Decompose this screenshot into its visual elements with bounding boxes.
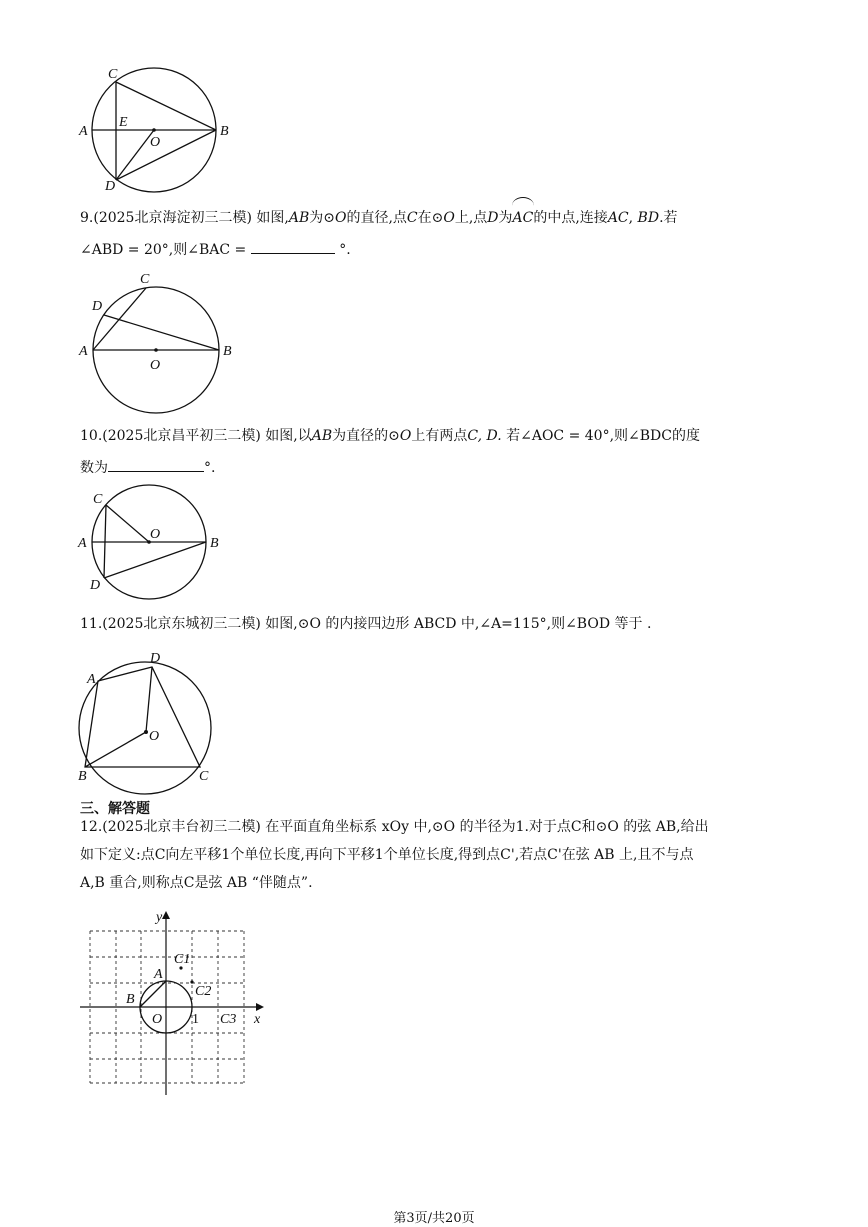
- fig12-label-one: 1: [192, 1012, 199, 1027]
- fig12-label-c2: C2: [195, 984, 212, 999]
- arc-symbol: [512, 197, 535, 206]
- fig9-label-a: A: [79, 344, 88, 359]
- q12-line-1: 12.(2025北京丰台初三二模) 在平面直角坐标系 xOy 中,⊙O 的半径为1.对于点C和⊙O 的弦 AB,给出: [80, 819, 709, 835]
- question-12: [80, 813, 792, 897]
- q12-line-3: A,B 重合,则称点C是弦 AB “伴随点”.: [80, 875, 313, 891]
- fig10-label-a: A: [78, 536, 87, 551]
- figure-q9: [76, 270, 236, 418]
- q9-line-2: ∠ABD = 20°,则∠BAC = °.: [80, 234, 792, 266]
- fig10-label-o: O: [150, 527, 161, 542]
- figure-q12-svg: [76, 905, 276, 1100]
- fig12-label-c3: C3: [220, 1012, 237, 1027]
- q10-line-1: 10.(2025北京昌平初三二模) 如图,以AB为直径的⊙O上有两点C, D. 若∠AOC = 40°,则∠BDC的度: [80, 428, 700, 444]
- fig8-label-d: D: [105, 179, 116, 194]
- question-11: [80, 608, 792, 640]
- fig9-label-b: B: [223, 344, 232, 359]
- fig9-label-o: O: [150, 358, 161, 373]
- question-10: [80, 420, 792, 484]
- fig11-label-d: D: [150, 651, 161, 666]
- figure-q11-svg: [72, 648, 222, 784]
- fig10-label-c: C: [93, 492, 103, 507]
- answer-blank-q10[interactable]: [108, 457, 204, 472]
- fig11-label-b: B: [78, 769, 87, 784]
- fig10-label-b: B: [210, 536, 219, 551]
- fig12-label-y: y: [156, 910, 163, 925]
- figure-q11: [72, 648, 222, 784]
- fig8-label-o: O: [150, 135, 161, 150]
- answer-blank-q9[interactable]: [251, 239, 335, 254]
- question-9: [80, 202, 792, 266]
- fig10-label-d: D: [90, 578, 101, 593]
- fig11-label-c: C: [199, 769, 209, 784]
- fig12-label-o: O: [152, 1012, 163, 1027]
- fig8-label-c: C: [108, 67, 118, 82]
- fig12-label-x: x: [254, 1012, 261, 1027]
- fig12-label-b: B: [126, 992, 135, 1007]
- fig9-label-c: C: [140, 272, 150, 287]
- figure-q10-svg: [76, 486, 226, 598]
- fig12-label-c1: C1: [174, 952, 191, 967]
- fig9-label-d: D: [92, 299, 103, 314]
- fig11-label-o: O: [149, 729, 160, 744]
- figure-q9-svg: [76, 270, 236, 418]
- q10-line-2: 数为 °.: [80, 452, 792, 484]
- q9-line-1: 9.(2025北京海淀初三二模) 如图,AB为⊙O的直径,点C在⊙O上,点D为 AC的中点,连接AC, BD.若: [80, 202, 792, 234]
- page-footer: 第3页/共20页: [393, 1211, 475, 1226]
- arc-ac: AC: [513, 202, 534, 234]
- fig11-label-a: A: [87, 672, 96, 687]
- figure-q8: [76, 64, 229, 196]
- figure-q12: [76, 905, 276, 1100]
- figure-q10: [76, 486, 226, 598]
- q11-line-1: 11.(2025北京东城初三二模) 如图,⊙O 的内接四边形 ABCD 中,∠A=115°,则∠BOD 等于 .: [80, 616, 652, 632]
- figure-q8-svg: [76, 64, 229, 196]
- fig8-label-a: A: [79, 124, 88, 139]
- section-title: 三、解答题: [80, 801, 150, 817]
- q12-line-2: 如下定义:点C向左平移1个单位长度,再向下平移1个单位长度,得到点C',若点C'在弦 AB 上,且不与点: [80, 847, 694, 863]
- fig8-label-b: B: [220, 124, 229, 139]
- fig12-label-a: A: [154, 967, 163, 982]
- fig8-label-e: E: [119, 115, 128, 130]
